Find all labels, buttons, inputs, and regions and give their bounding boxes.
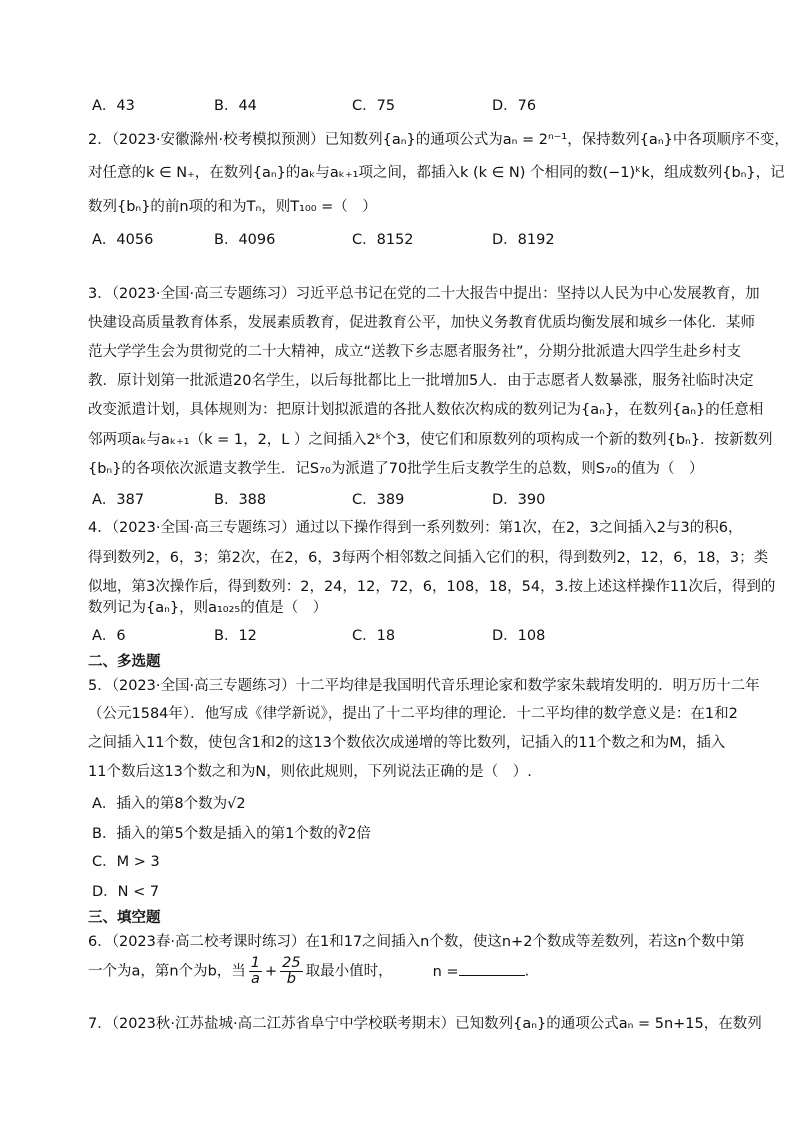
q3-line-3: 范大学学生会为贯彻党的二十大精神，成立“送教下乡志愿者服务社”，分期分批派遣大四学生赴乡村支	[88, 344, 742, 360]
fraction-denominator: a	[250, 971, 260, 987]
q5-option-d: D．N < 7	[92, 884, 160, 900]
plus-sign: +	[265, 963, 278, 980]
q3-option-b: B．388	[214, 492, 267, 508]
q4-option-a: A．6	[92, 628, 126, 644]
q5-line-4: 11个数后这13个数之和为N，则依此规则，下列说法正确的是（ ）.	[88, 764, 532, 780]
q3-line-5: 改变派遣计划，具体规则为：把原计划拟派遣的各批人数依次构成的数列记为{aₙ}，在数列{aₙ}的任意相	[88, 402, 764, 418]
q4-line-4: 数列记为{aₙ}，则a₁₀₂₅的值是（ ）	[88, 600, 328, 616]
q6-condition-text: 取最小值时，	[305, 963, 393, 980]
q5-line-3: 之间插入11个数，使包含1和2的这13个数依次成递增的等比数列，记插入的11个数之和为M，插入	[88, 735, 726, 751]
fraction-denominator: b	[286, 971, 296, 987]
q4-option-b: B．12	[214, 628, 257, 644]
q4-line-3: 似地，第3次操作后，得到数列：2，24，12，72，6，108，18，54，3.按上述这样操作11次后，得到的	[88, 579, 776, 595]
q3-line-4: 教．原计划第一批派遣20名学生，以后每批都比上一批增加5人．由于志愿者人数暴涨，服务社临时决定	[88, 373, 754, 389]
q1-option-c: C．75	[352, 98, 396, 114]
q5-line-1: 5．（2023·全国·高三专题练习）十二平均律是我国明代音乐理论家和数学家朱载堉发明的．明万历十二年	[88, 678, 760, 694]
q5-option-b: B．插入的第5个数是插入的第1个数的∛2倍	[92, 826, 371, 842]
q5-option-c: C．M > 3	[92, 854, 160, 870]
q3-option-d: D．390	[492, 492, 546, 508]
q2-line-2: 对任意的k ∈ N₊，在数列{aₙ}的aₖ与aₖ₊₁项之间，都插入k (k ∈ N) 个相同的数(−1)ᵏk，组成数列{bₙ}，记	[88, 165, 785, 181]
q2-line-3: 数列{bₙ}的前n项的和为Tₙ，则T₁₀₀ =（ ）	[88, 199, 377, 215]
q1-option-d: D．76	[492, 98, 537, 114]
q6-line-1: 6．（2023春·高二校考课时练习）在1和17之间插入n个数，使这n+2个数成等差数列，若这n个数中第	[88, 934, 745, 950]
q3-line-6: 邻两项aₖ与aₖ₊₁（k = 1，2，L ）之间插入2ᵏ个3，使它们和原数列的项构成一个新的数列{bₙ}．按新数列	[88, 432, 773, 448]
q2-line-1: 2．（2023·安徽滁州·校考模拟预测）已知数列{aₙ}的通项公式为aₙ = 2ⁿ⁻¹，保持数列{aₙ}中各项顺序不变，	[88, 132, 789, 148]
section-title-fill-in: 三、填空题	[88, 910, 161, 926]
q1-option-a: A．43	[92, 98, 135, 114]
fraction-numerator: 1	[250, 955, 261, 971]
q4-option-d: D．108	[492, 628, 546, 644]
q7-line-1: 7．（2023秋·江苏盐城·高二江苏省阜宁中学校联考期末）已知数列{aₙ}的通项公式aₙ = 5n+15，在数列	[88, 1016, 762, 1032]
answer-blank[interactable]	[459, 961, 525, 976]
fraction-25-over-b	[280, 956, 302, 987]
fraction-1-over-a	[249, 956, 262, 987]
q6-line-2-text: 一个为a，第n个为b，当	[88, 963, 246, 980]
q3-line-7: {bₙ}的各项依次派遣支教学生．记S₇₀为派遣了70批学生后支教学生的总数，则S₇₀的值为（ ）	[88, 461, 704, 477]
q6-variable: n =	[432, 963, 459, 980]
q1-option-b: B．44	[214, 98, 257, 114]
q6-line-2	[88, 956, 529, 987]
q3-option-a: A．387	[92, 492, 145, 508]
q4-option-c: C．18	[352, 628, 396, 644]
fraction-numerator: 25	[282, 955, 301, 971]
q2-option-d: D．8192	[492, 232, 555, 248]
q3-line-1: 3．（2023·全国·高三专题练习）习近平总书记在党的二十大报告中提出：坚持以人民为中心发展教育，加	[88, 286, 760, 302]
q2-option-c: C．8152	[352, 232, 414, 248]
q5-option-a: A．插入的第8个数为√2	[92, 796, 246, 812]
q6-period: .	[524, 963, 530, 980]
q5-line-2: （公元1584年）．他写成《律学新说》，提出了十二平均律的理论．十二平均律的数学意义是：在1和2	[88, 706, 738, 722]
q4-line-2: 得到数列2，6，3；第2次，在2，6，3每两个相邻数之间插入它们的积，得到数列2，12，6，18，3；类	[88, 550, 769, 566]
q2-option-b: B．4096	[214, 232, 276, 248]
q3-option-c: C．389	[352, 492, 405, 508]
q2-option-a: A．4056	[92, 232, 154, 248]
q4-line-1: 4．（2023·全国·高三专题练习）通过以下操作得到一系列数列：第1次，在2，3之间插入2与3的积6，	[88, 520, 743, 536]
section-title-multiple-choice: 二、多选题	[88, 654, 161, 670]
q3-line-2: 快建设高质量教育体系，发展素质教育，促进教育公平，加快义务教育优质均衡发展和城乡一体化．某师	[88, 315, 755, 331]
